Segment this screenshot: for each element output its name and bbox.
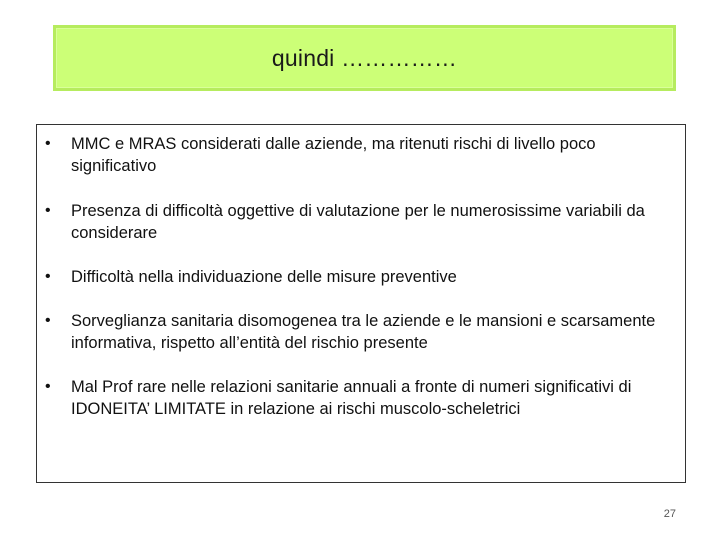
- bullet-icon: •: [45, 202, 51, 219]
- bullet-icon: •: [45, 135, 51, 152]
- bullet-icon: •: [45, 312, 51, 329]
- slide-title: quindi ……………: [271, 45, 458, 71]
- bullet-text: Sorveglianza sanitaria disomogenea tra le aziende e le mansioni e scarsamente informativa, rispetto all’entità del rischio presente: [71, 312, 656, 352]
- bullet-icon: •: [45, 378, 51, 395]
- bullet-icon: •: [45, 268, 51, 285]
- bullet-text: Presenza di difficoltà oggettive di valutazione per le numerosissime variabili da considerare: [71, 202, 645, 242]
- bullet-text: Difficoltà nella individuazione delle misure preventive: [71, 268, 457, 286]
- bullet-text: MMC e MRAS considerati dalle aziende, ma ritenuti rischi di livello poco significativo: [71, 135, 596, 175]
- content-box: [36, 124, 686, 483]
- bullet-text: Mal Prof rare nelle relazioni sanitarie annuali a fronte di numeri significativi di IDONEITA’ LIMITATE in relazione ai rischi muscolo-scheletrici: [71, 378, 632, 418]
- title-box: [53, 25, 676, 91]
- page-number: 27: [663, 508, 676, 520]
